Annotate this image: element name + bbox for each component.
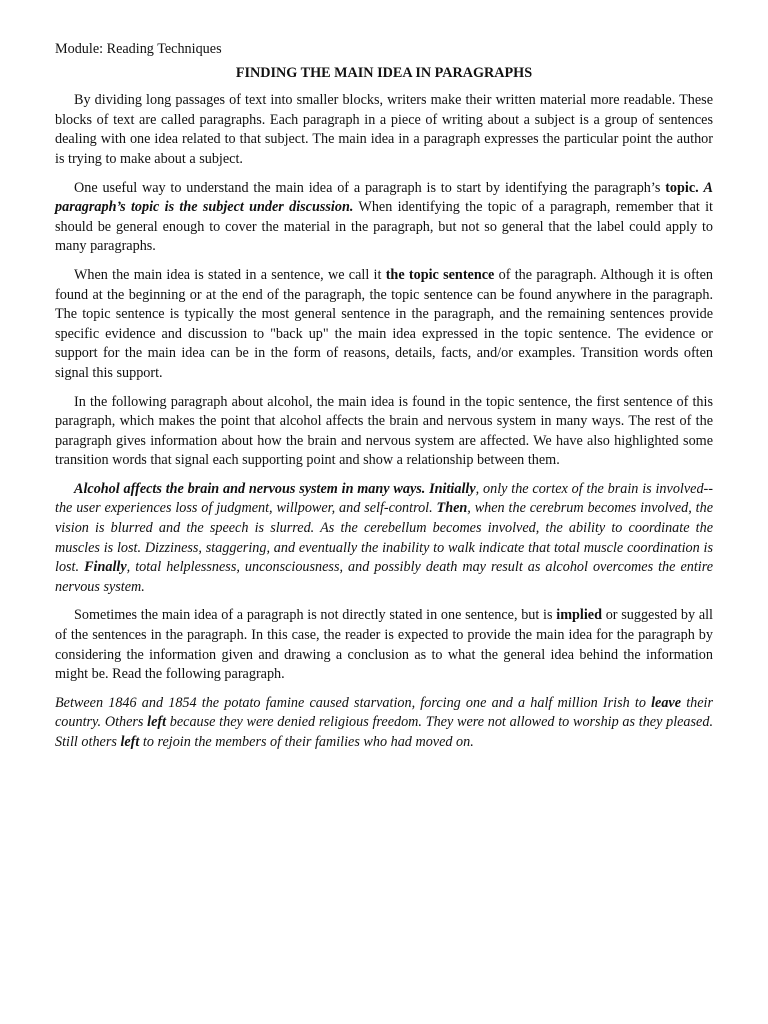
paragraph-6-text-a: Sometimes the main idea of a paragraph is not directly stated in one sentence, but is [74, 607, 557, 624]
alcohol-text-d: , only the cortex of the brain is involved--the user experiences loss of judgment, willpower, and self-control. [55, 480, 713, 517]
famine-text-e: because they were denied religious freedom. They were not allowed to worship as they pleased. Still others [55, 714, 713, 750]
keyword-left-2: left [120, 734, 140, 750]
transition-initially: Initially [429, 480, 476, 497]
keyword-leave: leave [651, 694, 682, 711]
alcohol-topic-sentence: Alcohol affects the brain and nervous system in many ways. [74, 480, 426, 497]
paragraph-2-text-e: When identifying the topic of a paragraph, remember that it should be general enough to cover the material in the paragraph, but not so general that the label could apply to many paragraphs. [55, 199, 713, 255]
paragraph-1: By dividing long passages of text into smaller blocks, writers make their written material more readable. These blocks of text are called paragraphs. Each paragraph in a piece of writing about a subject is a group of sentences dealing with one idea related to that subject. The main idea in a paragraph expresses the particular point the author is trying to make about a subject. [55, 92, 713, 167]
famine-text-a: Between 1846 and 1854 the potato famine caused starvation, forcing one and a half million Irish to [55, 694, 652, 711]
document-page [55, 40, 713, 762]
paragraph-3-text-a: When the main idea is stated in a sentence, we call it [74, 266, 386, 283]
topic-keyword: topic. [665, 179, 699, 196]
transition-finally: Finally [84, 559, 127, 576]
paragraph-3-text-c: of the paragraph. Although it is often found at the beginning or at the end of the paragraph, the topic sentence can be found anywhere in the paragraph. The topic sentence is typically the most general sentence in the paragraph, and the remaining sentences provide specific evidence and discussion to "back up" the main idea expressed in the topic sentence. The evidence or support for the main idea can be in the form of reasons, details, facts, and/or examples. Transition words often signal this support. [55, 266, 714, 381]
paragraph-3 [55, 266, 713, 384]
paragraph-6-text-c: or suggested by all of the sentences in the paragraph. In this case, the reader is expected to provide the main idea for the paragraph by considering the information given and drawing a conclusion as to what the general idea behind the information might be. Read the following paragraph. [55, 607, 714, 683]
famine-text-c: their country. Others [55, 694, 713, 731]
transition-then: Then [436, 500, 468, 517]
topic-sentence-term: the topic sentence [385, 266, 495, 283]
paragraph-4: In the following paragraph about alcohol, the main idea is found in the topic sentence, the first sentence of this paragraph, which makes the point that alcohol affects the brain and nervous system in many ways. The rest of the paragraph gives information about how the brain and nervous system are affected. We have also highlighted some transition words that signal each supporting point and show a relationship between them. [55, 393, 713, 469]
example-paragraph-potato-famine [55, 694, 713, 753]
famine-text-g: to rejoin the members of their families who had moved on. [139, 734, 474, 750]
keyword-left-1: left [147, 714, 167, 731]
page-title: FINDING THE MAIN IDEA IN PARAGRAPHS [235, 64, 533, 81]
alcohol-text-f: , when the cerebrum becomes involved, the vision is blurred and the speech is slurred. As the cerebellum becomes involved, the ability to coordinate the muscles is lost. Dizziness, staggering, and eventually the inability to walk indicate that total muscle coordination is lost. [55, 500, 713, 576]
implied-term: implied [556, 607, 602, 624]
paragraph-6 [55, 606, 713, 684]
module-label: Module: Reading Techniques [55, 41, 222, 57]
paragraph-2 [55, 179, 713, 257]
example-paragraph-alcohol [55, 480, 713, 598]
topic-definition: A paragraph’s topic is the subject under discussion. [55, 179, 714, 216]
paragraph-2-text-a: One useful way to understand the main idea of a paragraph is to start by identifying the paragraph’s [74, 179, 666, 196]
alcohol-text-h: , total helplessness, unconsciousness, and possibly death may result as alcohol overcomes the entire nervous system. [55, 559, 714, 595]
